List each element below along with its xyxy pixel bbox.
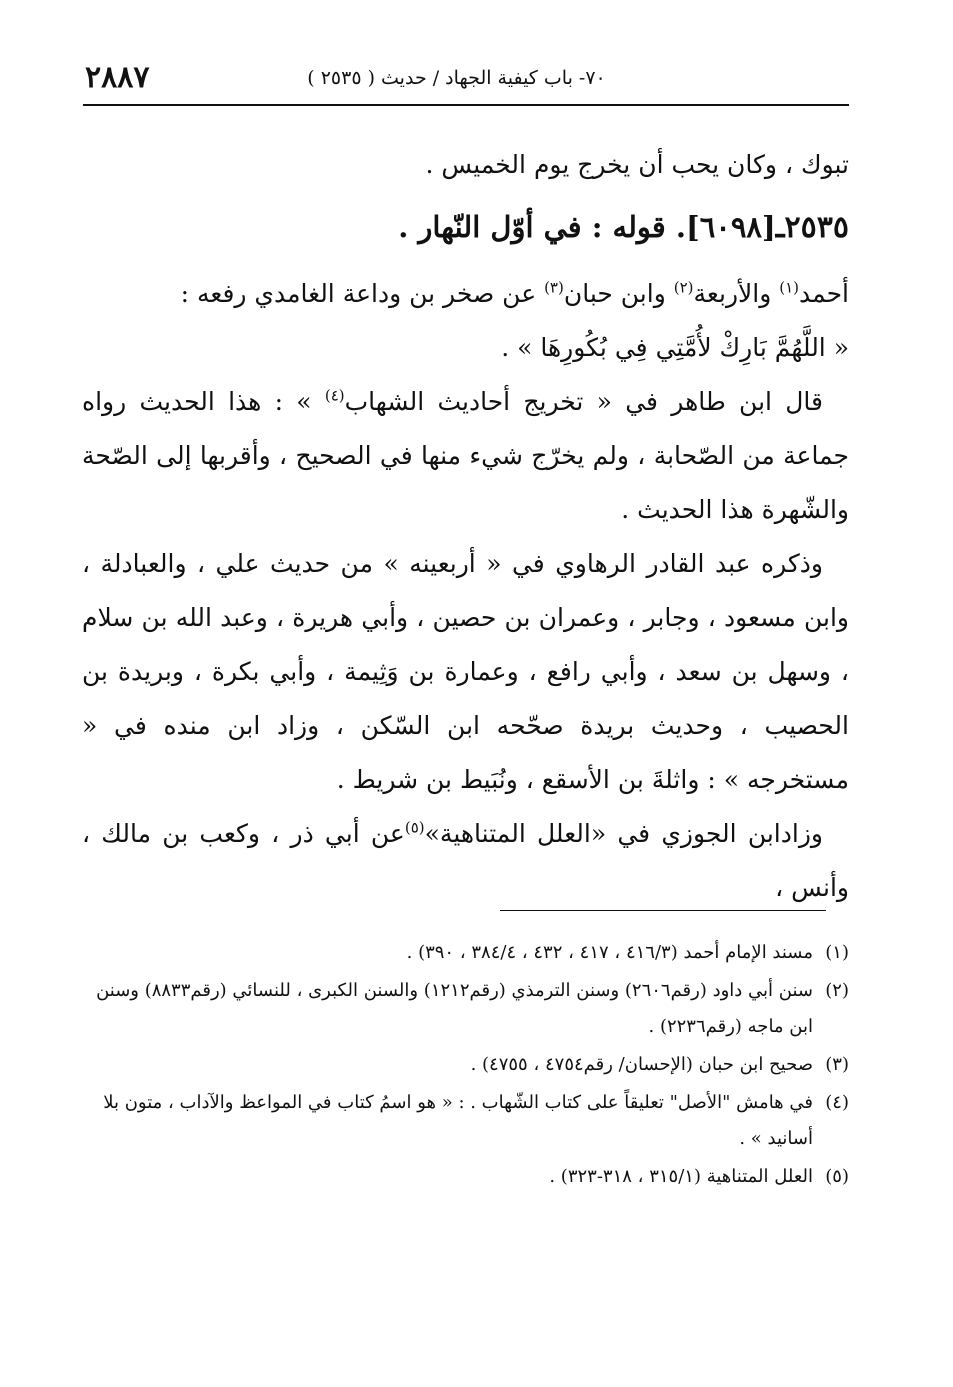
intro-line: تبوك ، وكان يحب أن يخرج يوم الخميس . [425, 150, 849, 179]
main-text [82, 138, 849, 915]
footnote-ref-4[interactable]: (٤) [324, 386, 345, 405]
paragraph-1 [82, 267, 849, 321]
footnote-ref-2[interactable]: (٢) [673, 278, 694, 297]
text-run: والأربعة [693, 279, 780, 308]
footnote-number: (١) [825, 942, 849, 963]
text-run: قال ابن طاهر في « تخريج أحاديث الشهاب [344, 387, 823, 416]
paragraph-2 [82, 375, 849, 537]
footnote-item [82, 973, 849, 1045]
footnotes [82, 935, 849, 1197]
footnote-number: (٥) [825, 1166, 849, 1187]
footnote-item [82, 1047, 849, 1083]
hadith-heading-text: . قوله : في أوّل النّهار . [398, 210, 686, 244]
footnote-number: (٢) [825, 980, 849, 1001]
text-run: » : هذا الحديث رواه جماعة من الصّحابة ، ولم يخرّج شيء منها في الصحيح ، وأقربها إلى الصّحة والشّهرة هذا الحديث . [82, 387, 849, 524]
hadith-number: ٢٥٣٥ـ [775, 210, 849, 245]
page-number: ٢٨٨٧ [85, 60, 150, 95]
footnote-text: مسند الإمام أحمد (٤١٦/٣ ، ٤١٧ ، ٤٣٢ ، ٣٨٤/٤ ، ٣٩٠) . [406, 942, 813, 963]
paragraph-4 [82, 807, 849, 915]
footnote-text: في هامش "الأصل" تعليقاً على كتاب الشّهاب . : « هو اسمُ كتاب في المواعظ والآداب ، متون بلا أسانيد » . [103, 1092, 813, 1149]
footnote-text: سنن أبي داود (رقم٢٦٠٦) وسنن الترمذي (رقم١٢١٢) والسنن الكبرى ، للنسائي (رقم٨٨٣٣) وسنن ابن ماجه (رقم٢٢٣٦) . [96, 980, 813, 1037]
text-run: وزادابن الجوزي في «العلل المتناهية» [424, 819, 823, 848]
running-title: ٧٠- باب كيفية الجهاد / حديث ( ٢٥٣٥ ) [307, 67, 606, 89]
footnote-ref-1[interactable]: (١) [779, 278, 800, 297]
footnote-item [82, 935, 849, 971]
text-run: عن أبي ذر ، وكعب بن مالك ، وأنس ، [82, 819, 849, 902]
dua-text: « اللَّهُمَّ بَارِكْ لأُمَّتِي فِي بُكُورِهَا » . [501, 333, 849, 362]
footnote-text: صحيح ابن حبان (الإحسان/ رقم٤٧٥٤ ، ٤٧٥٥) . [470, 1054, 813, 1075]
hadith-heading [82, 200, 849, 255]
header-divider [83, 104, 849, 106]
footnote-divider [500, 910, 826, 911]
footnote-number: (٣) [825, 1054, 849, 1075]
footnote-text: العلل المتناهية (٣١٥/١ ، ٣١٨-٣٢٣) . [549, 1166, 813, 1187]
footnote-ref-5[interactable]: (٥) [404, 818, 425, 837]
text-run: عن صخر بن وداعة الغامدي رفعه : [180, 279, 545, 308]
paragraph-3: وذكره عبد القادر الرهاوي في « أربعينه » من حديث علي ، والعبادلة ، وابن مسعود ، وجابر ، وعمران بن حصين ، وأبي هريرة ، وعبد الله بن سلام ، وسهل بن سعد ، وأبي رافع ، وعمارة بن وَثِيمة ، وأبي بكرة ، وبريدة بن الحصيب ، وحديث بريدة صحّحه ابن السّكن ، وزاد ابن منده في « مستخرجه » : واثلةَ بن الأسقع ، ونُبَيط بن شريط . [82, 549, 849, 794]
footnote-item [82, 1085, 849, 1157]
text-run: أحمد [799, 279, 849, 308]
footnote-ref-3[interactable]: (٣) [544, 278, 564, 297]
footnote-number: (٤) [825, 1092, 849, 1113]
text-run: وابن حبان [563, 279, 674, 308]
footnote-item [82, 1159, 849, 1195]
hadith-ref: [٦٠٩٨] [685, 210, 776, 244]
